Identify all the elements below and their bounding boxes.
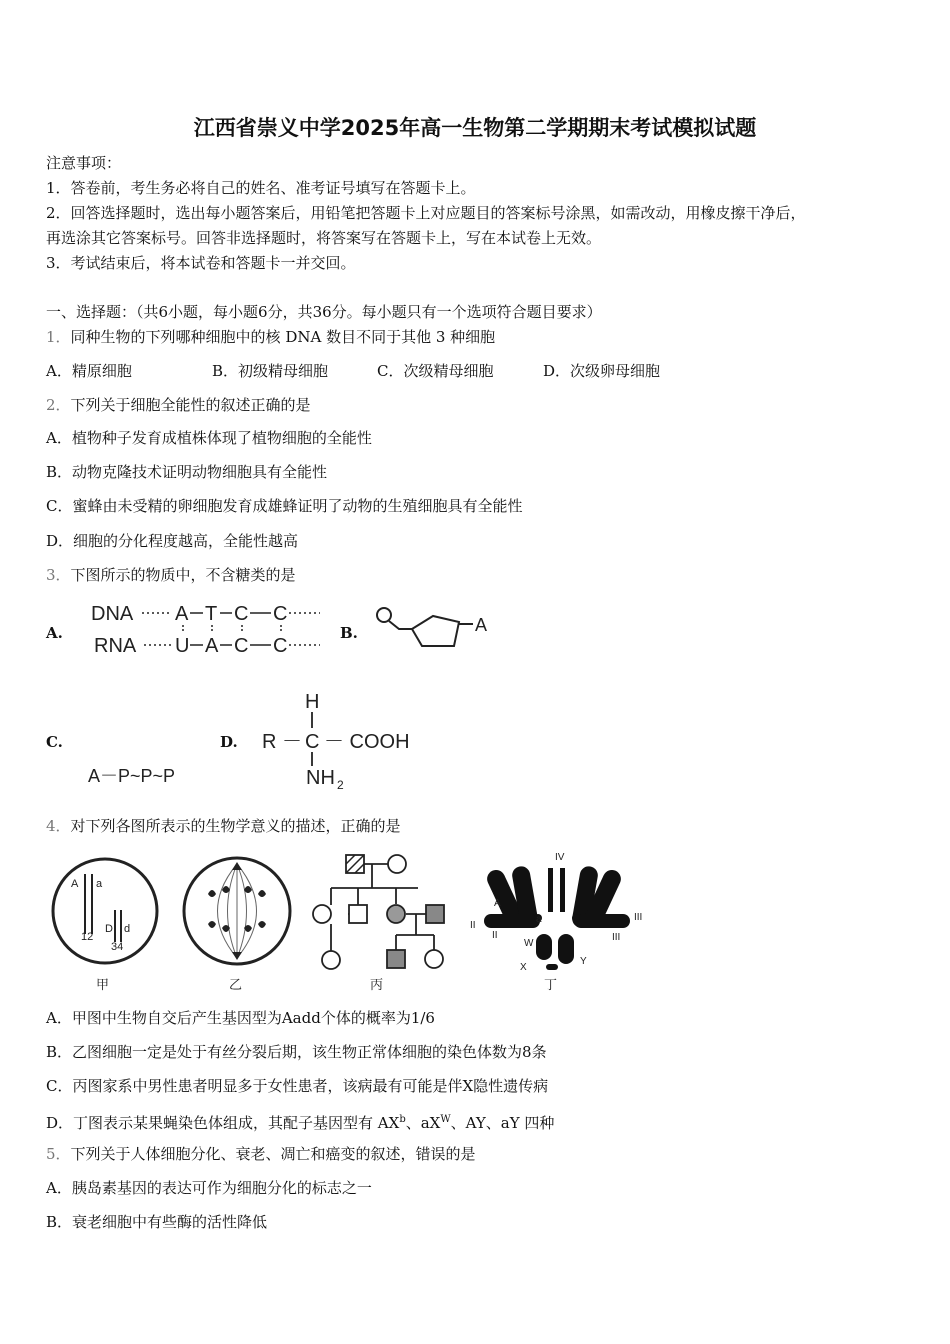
- pentose-ring: [412, 616, 459, 646]
- gene-label: d: [124, 923, 131, 935]
- rna-label: RNA: [94, 635, 137, 657]
- chromosome-label: III: [612, 932, 621, 943]
- carboxyl-group: － COOH: [324, 731, 410, 753]
- base: C: [273, 635, 288, 657]
- phosphate-circle: [377, 608, 391, 622]
- female-normal: [313, 905, 331, 923]
- figure-ding-karyotype: [466, 848, 652, 994]
- q5-option-b: B．衰老细胞中有些酶的活性降低: [46, 1213, 268, 1231]
- chromosome-number: 12: [81, 931, 94, 943]
- question-2-stem: [46, 395, 311, 415]
- q4-option-b: B．乙图细胞一定是处于有丝分裂后期，该生物正常体细胞的染色体数为8条: [46, 1043, 547, 1061]
- gene-label: A: [494, 898, 501, 909]
- question-number: 5．: [46, 1145, 71, 1163]
- q1-option-b: B．初级精母细胞: [212, 362, 329, 380]
- question-number: 4．: [46, 817, 71, 835]
- caption-ding: 丁: [544, 977, 558, 992]
- q5-option-a: A．胰岛素基因的表达可作为细胞分化的标志之一: [46, 1179, 372, 1197]
- q2-option-b: B．动物克隆技术证明动物细胞具有全能性: [46, 463, 328, 481]
- question-number: 3．: [46, 566, 71, 584]
- page-title: 江西省崇义中学2025年高一生物第二学期期末考试模拟试题: [193, 116, 757, 140]
- figure-yi: [178, 856, 298, 994]
- female-normal: [425, 950, 443, 968]
- q2-option-a: A．植物种子发育成植株体现了植物细胞的全能性: [46, 429, 372, 447]
- q4-option-a: A．甲图中生物自交后产生基因型为Aadd个体的概率为1/6: [46, 1009, 435, 1027]
- female-affected: [387, 905, 405, 923]
- gene-label: D: [105, 923, 113, 935]
- base: C: [273, 603, 288, 625]
- question-3-stem: [46, 565, 296, 585]
- q2-option-c: C．蜜蜂由未受精的卵细胞发育成雄蜂证明了动物的生殖细胞具有全能性: [46, 497, 523, 515]
- superscript: b: [399, 1114, 406, 1125]
- r-group: R －: [262, 731, 302, 753]
- atp-formula: A－P~P~P: [88, 766, 176, 786]
- alpha-carbon: C: [305, 731, 320, 753]
- dna-label: DNA: [91, 603, 134, 625]
- question-text: 下图所示的物质中，不含糖类的是: [70, 566, 296, 584]
- notice-item: 1．答卷前，考生务必将自己的姓名、准考证号填写在答题卡上。: [46, 179, 476, 197]
- base-label: A: [475, 615, 488, 635]
- h-atom: H: [305, 691, 320, 713]
- section-heading: 一、选择题：（共6小题，每小题6分，共36分。每小题只有一个选项符合题目要求）: [46, 303, 602, 321]
- notice-item: 再选涂其它答案标号。回答非选择题时，将答案写在答题卡上，写在本试卷上无效。: [46, 229, 602, 247]
- male-affected: [387, 950, 405, 968]
- q4-option-c: C．丙图家系中男性患者明显多于女性患者，该病最有可能是伴X隐性遗传病: [46, 1077, 549, 1095]
- base: U: [175, 635, 190, 657]
- option-text: D．丁图表示某果蝇染色体组成，其配子基因型有 AX: [46, 1114, 400, 1132]
- question-5-stem: [46, 1144, 476, 1164]
- q3-label-b: B.: [340, 624, 358, 642]
- q1-option-d: D．次级卵母细胞: [543, 362, 661, 380]
- chromosome-label: Y: [580, 956, 587, 967]
- superscript: W: [440, 1114, 451, 1125]
- amino-acid-figure: [258, 688, 428, 794]
- option-text: 、AY、aY 四种: [450, 1114, 555, 1132]
- question-1-stem: [46, 327, 495, 347]
- female-normal: [388, 855, 406, 873]
- question-text: 下列关于人体细胞分化、衰老、凋亡和癌变的叙述，错误的是: [70, 1145, 476, 1163]
- chromosome-label: X: [520, 962, 527, 973]
- q3-label-c: C.: [46, 733, 63, 751]
- amino-subscript: 2: [337, 778, 344, 792]
- notice-item: 2．回答选择题时，选出每小题答案后，用铅笔把答题卡上对应题目的答案标号涂黑，如需改动，用橡皮擦干净后，: [46, 204, 806, 222]
- q1-option-c: C．次级精母细胞: [377, 362, 494, 380]
- chromosome-label: IV: [555, 852, 565, 863]
- q3-label-d: D.: [220, 733, 238, 751]
- q4-option-d: [46, 1110, 554, 1133]
- amino-group: NH: [306, 767, 335, 789]
- gene-label: A: [71, 878, 79, 890]
- base: A: [175, 603, 189, 625]
- q3-label-a: A.: [46, 624, 63, 642]
- notice-heading: 注意事项：: [46, 154, 122, 172]
- q2-option-d: D．细胞的分化程度越高，全能性越高: [46, 532, 299, 550]
- notice-item: 3．考试结束后，将本试卷和答题卡一并交回。: [46, 254, 356, 272]
- atp-figure: [86, 760, 206, 790]
- chromosome-label: II: [470, 920, 476, 931]
- nucleotide-figure: [372, 602, 502, 654]
- figure-bing-pedigree: [306, 850, 456, 994]
- male-normal: [349, 905, 367, 923]
- gene-label: a: [536, 914, 542, 925]
- question-number: 2．: [46, 396, 71, 414]
- caption-jia: 甲: [96, 977, 110, 992]
- gene-label: W: [524, 938, 534, 949]
- figure-jia: [48, 856, 164, 994]
- question-number: 1．: [46, 328, 71, 346]
- option-text: 、aX: [405, 1114, 441, 1132]
- caption-yi: 乙: [229, 977, 243, 992]
- chromosome-number: 34: [111, 941, 124, 953]
- base: T: [205, 603, 218, 625]
- base: C: [234, 635, 249, 657]
- dna-rna-figure: [88, 596, 328, 660]
- male-affected: [426, 905, 444, 923]
- question-4-stem: [46, 816, 401, 836]
- chromosome-label: II: [492, 930, 498, 941]
- caption-bing: 丙: [370, 977, 384, 992]
- question-text: 下列关于细胞全能性的叙述正确的是: [70, 396, 311, 414]
- base: C: [234, 603, 249, 625]
- q1-option-a: A．精原细胞: [46, 362, 132, 380]
- chromosome-label: III: [634, 912, 643, 923]
- question-text: 同种生物的下列哪种细胞中的核 DNA 数目不同于其他 3 种细胞: [70, 328, 496, 346]
- gene-label: a: [96, 878, 103, 890]
- female-normal: [322, 951, 340, 969]
- question-text: 对下列各图所表示的生物学意义的描述，正确的是: [70, 817, 401, 835]
- base: A: [205, 635, 219, 657]
